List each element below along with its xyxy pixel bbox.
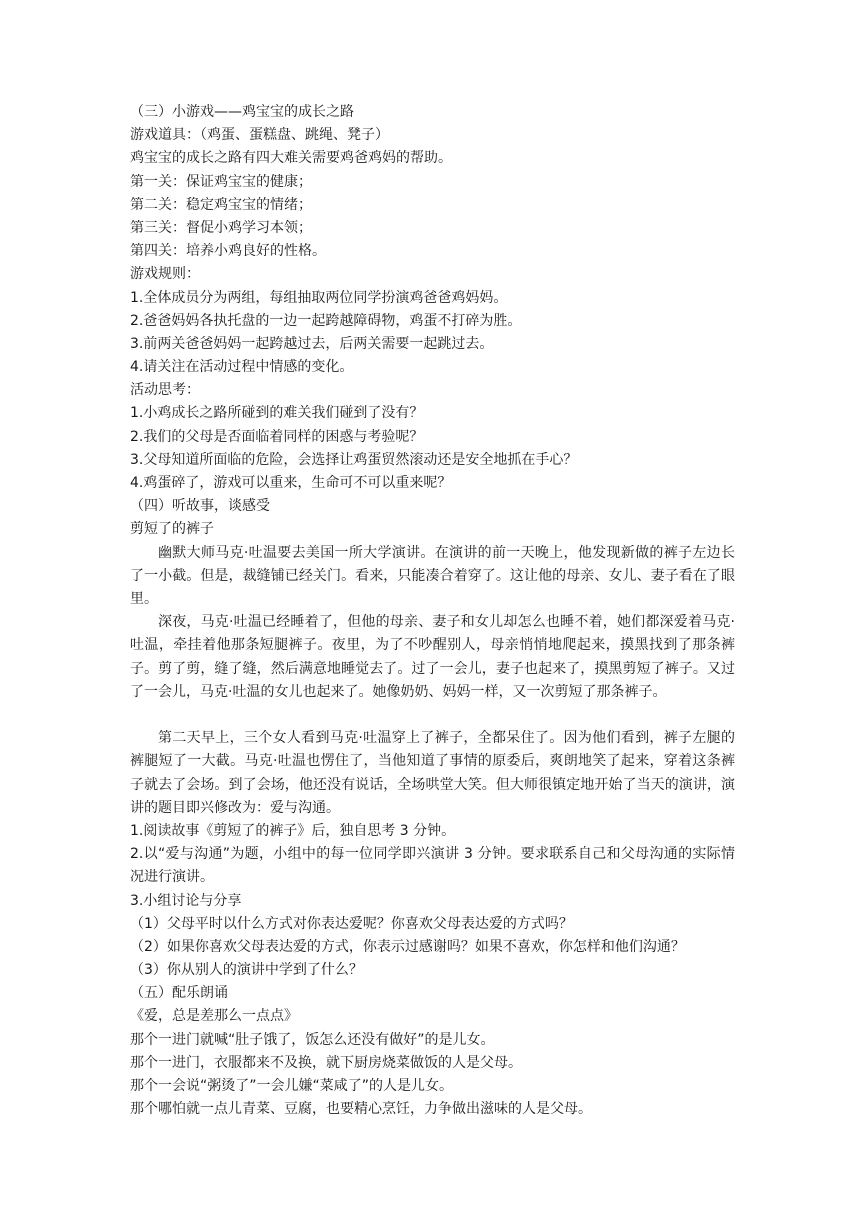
rules-title: 游戏规则：: [130, 266, 200, 283]
task-1: 1.阅读故事《剪短了的裤子》后，独自思考 3 分钟。: [130, 822, 456, 839]
level-3: 第三关：督促小鸡学习本领；: [130, 219, 312, 236]
poem-line-3: 那个一会说“粥烫了”一会儿嫌“菜咸了”的人是儿女。: [130, 1078, 454, 1095]
story-title: 剪短了的裤子: [130, 521, 214, 538]
discussion-2: （2）如果你喜欢父母表达爱的方式，你表示过感谢吗？如果不喜欢，你怎样和他们沟通？: [130, 938, 685, 955]
document-page: [130, 101, 735, 1121]
rule-3: 3.前两关爸爸妈妈一起跨越过去，后两关需要一起跳过去。: [130, 335, 494, 352]
discussion-1: （1）父母平时以什么方式对你表达爱呢？你喜欢父母表达爱的方式吗？: [130, 915, 573, 932]
game-props: 游戏道具：（鸡蛋、蛋糕盘、跳绳、凳子）: [130, 127, 389, 144]
discussion-3: （3）你从别人的演讲中学到了什么？: [130, 962, 363, 979]
level-2: 第二关：稳定鸡宝宝的情绪；: [130, 196, 312, 213]
section5-heading: （五）配乐朗诵: [130, 985, 228, 1002]
section4-heading: （四）听故事，谈感受: [130, 498, 270, 515]
section3-heading: （三）小游戏——鸡宝宝的成长之路: [130, 104, 354, 120]
task-3: 3.小组讨论与分享: [130, 892, 242, 909]
poem-line-1: 那个一进门就喊“肚子饿了，饭怎么还没有做好”的是儿女。: [130, 1031, 495, 1048]
rule-1: 1.全体成员分为两组，每组抽取两位同学扮演鸡爸爸鸡妈妈。: [130, 289, 508, 306]
poem-line-4: 那个哪怕就一点儿青菜、豆腐，也要精心烹饪，力争做出滋味的人是父母。: [130, 1101, 592, 1118]
game-intro: 鸡宝宝的成长之路有四大难关需要鸡爸鸡妈的帮助。: [130, 150, 452, 167]
thinking-1: 1.小鸡成长之路所碰到的难关我们碰到了没有？: [130, 405, 424, 422]
rule-4: 4.请关注在活动过程中情感的变化。: [130, 359, 354, 376]
story-paragraph-2: 深夜，马克·吐温已经睡着了，但他的母亲、妻子和女儿却怎么也睡不着，她们都深爱着马克·吐温，牵挂着他那条短腿裤子。夜里，为了不吵醒别人，母亲悄悄地爬起来，摸黑找到了那条裤子。剪了剪，缝了缝，然后满意地睡觉去了。过了一会儿，妻子也起来了，摸黑剪短了裤子。又过了一会儿，马克·吐温的女儿也起来了。她像奶奶、妈妈一样，又一次剪短了那条裤子。: [130, 614, 735, 700]
level-1: 第一关：保证鸡宝宝的健康；: [130, 173, 312, 190]
thinking-4: 4.鸡蛋碎了，游戏可以重来，生命可不可以重来呢？: [130, 475, 452, 491]
level-4: 第四关：培养小鸡良好的性格。: [130, 243, 326, 260]
thinking-title: 活动思考：: [130, 382, 200, 399]
story-paragraph-1: 幽默大师马克·吐温要去美国一所大学演讲。在演讲的前一天晚上，他发现新做的裤子左边长了一小截。但是，裁缝铺已经关门。看来，只能凑合着穿了。这让他的母亲、女儿、妻子看在了眼里。: [130, 544, 735, 607]
thinking-2: 2.我们的父母是否面临着同样的困惑与考验呢？: [130, 428, 424, 445]
rule-2: 2.爸爸妈妈各执托盘的一边一起跨越障碍物，鸡蛋不打碎为胜。: [130, 312, 522, 329]
poem-title: 《爱，总是差那么一点点》: [130, 1008, 298, 1025]
poem-line-2: 那个一进门，衣服都来不及换，就下厨房烧菜做饭的人是父母。: [130, 1054, 522, 1071]
story-paragraph-3: 第二天早上，三个女人看到马克·吐温穿上了裤子，全都呆住了。因为他们看到，裤子左腿的裤腿短了一大截。马克·吐温也愣住了，当他知道了事情的原委后，爽朗地笑了起来，穿着这条裤子就去了会场。到了会场，他还没有说话，全场哄堂大笑。但大师很镇定地开始了当天的演讲，演讲的题目即兴修改为：爱与沟通。: [130, 730, 735, 816]
thinking-3: 3.父母知道所面临的危险，会选择让鸡蛋贸然滚动还是安全地抓在手心？: [130, 451, 578, 468]
task-2: 2.以“爱与沟通”为题，小组中的每一位同学即兴演讲 3 分钟。要求联系自己和父母沟通的实际情况进行演讲。: [130, 846, 735, 886]
